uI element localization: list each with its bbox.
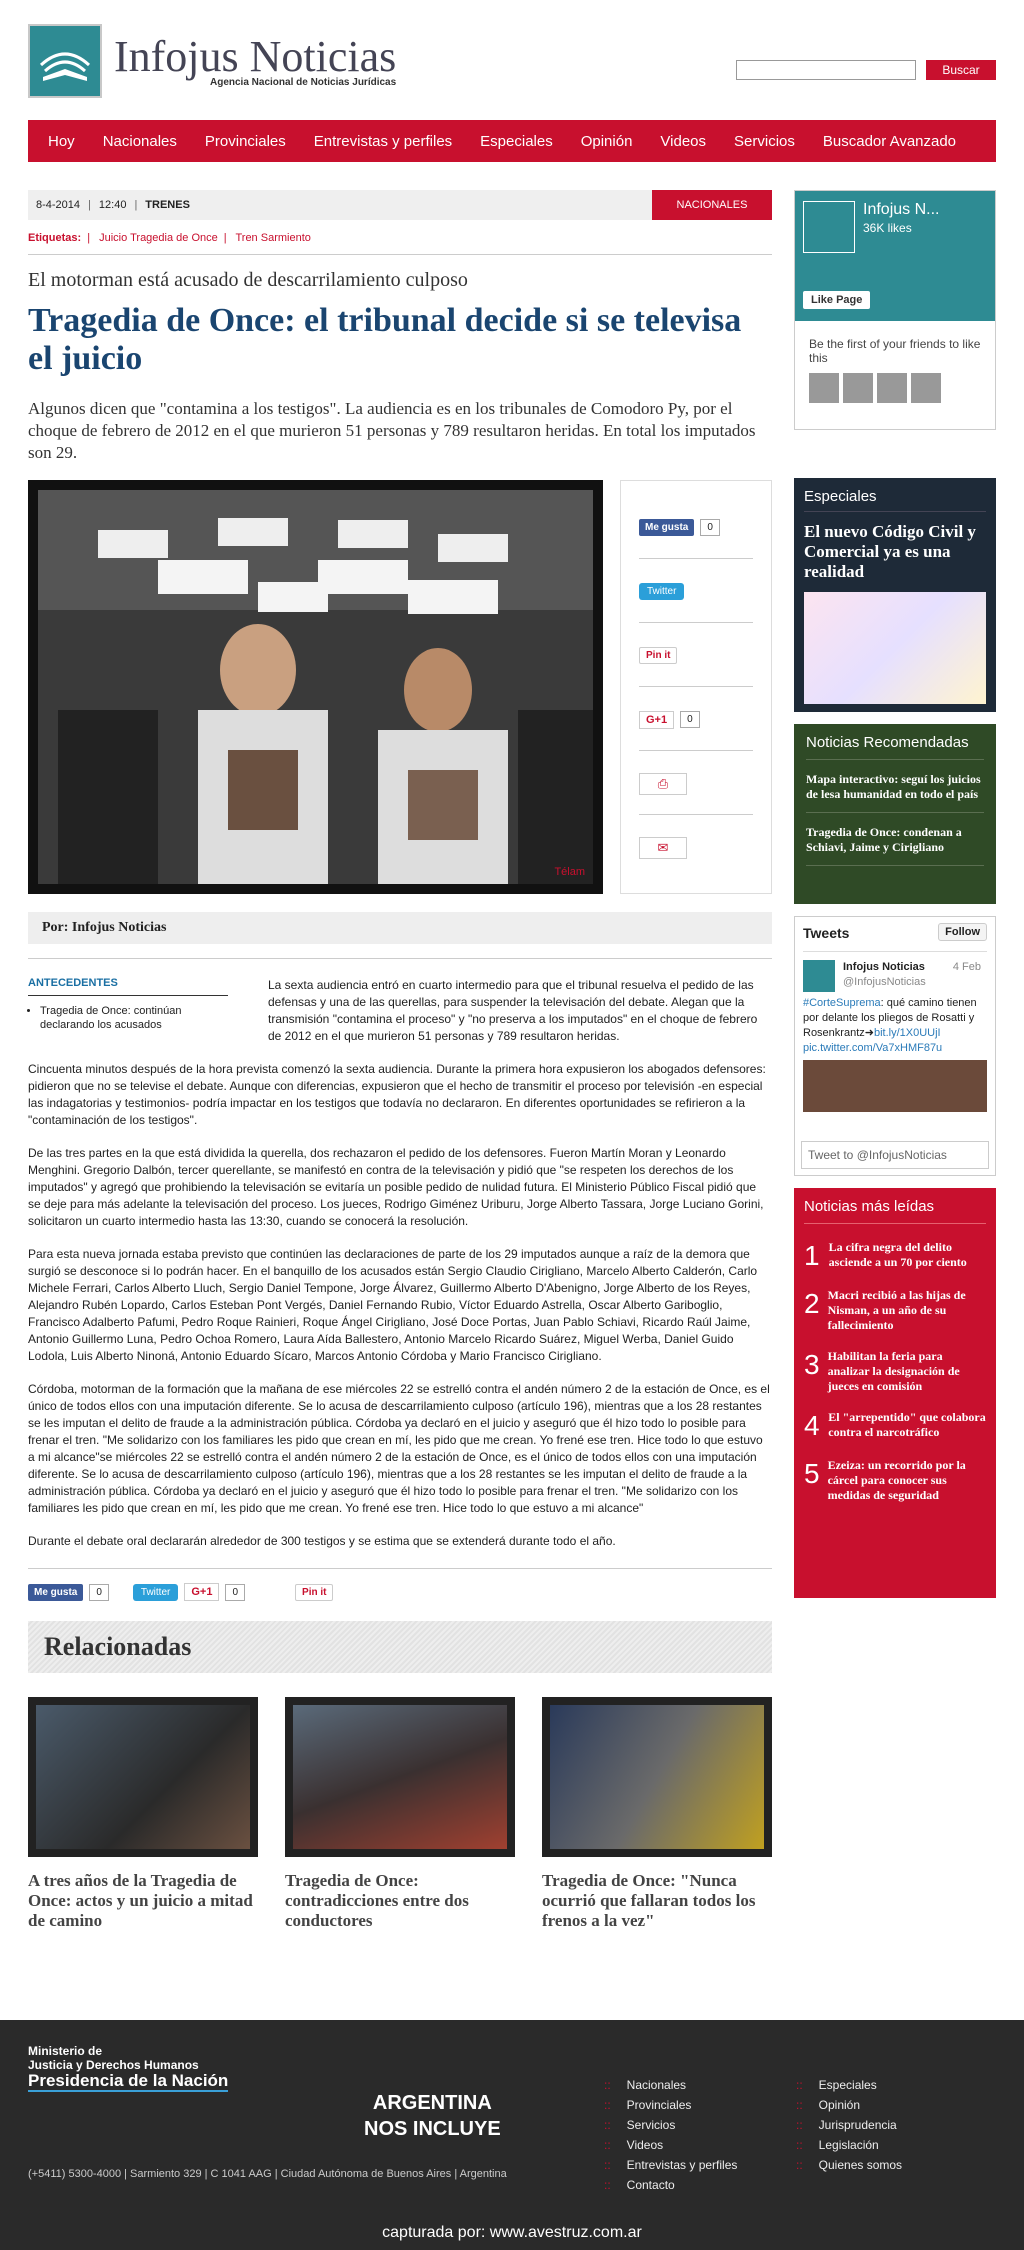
nav-opinion[interactable]: Opinión (580, 132, 633, 150)
book-logo-icon (28, 24, 102, 98)
paragraph-3: De las tres partes en la que está dividida la querella, dos rechazaron el pedido de los defensores. Fueron Martín Moran y Leonardo Menghini. Gregorio Dalbón, tercer querellante, se manifestó en contra de la televisación y pidió que "se respeten los derechos de los imputados" y agregó que prohibiendo la televisación se evitaría un posible pedido de nulidad futura. El Ministerio Público Fiscal pidió que se deje para más adelante la televisación del proceso. Los jueces, Rodrigo Giménez Uriburu, Jorge Alberto Tassara, Jorge Luciano Gorini, solicitaron un cuarto intermedio hasta las 13:30, cuando se conocerá la resolución. (28, 1146, 764, 1228)
article-body (28, 977, 772, 1550)
facebook-like-count-bottom: 0 (89, 1584, 109, 1601)
date-bar: 8-4-2014 | 12:40 | TRENES NACIONALES (28, 190, 772, 220)
especiales-title: Especiales (804, 488, 986, 512)
related-item[interactable] (285, 1697, 515, 1931)
tweet-text: : qué camino tienen por delante los pliegos de Rosatti y Rosenkrantz➜ (803, 997, 977, 1039)
nav-videos[interactable]: Videos (660, 132, 707, 150)
tweet-pic-link[interactable]: pic.twitter.com/Va7xHMF87u (803, 1042, 943, 1054)
most-read-box (794, 1188, 996, 1598)
paragraph-6: Durante el debate oral declararán alrededor de 300 testigos y se estima que se extenderá durante todo el año. (28, 1534, 616, 1548)
article-photo[interactable] (28, 480, 603, 894)
facebook-page-name[interactable]: Infojus N... (863, 201, 940, 218)
especiales-box (794, 478, 996, 712)
paragraph-5: Córdoba, motorman de la formación que la mañana de ese miércoles 22 se estrelló contra el andén número 2 de la estación de Once, es el único de todos ellos con una imputación diferente. Se lo acusa de descarrilamiento culposo (artículo 196), mientras que a los 28 restantes se les imputan el delito de fraude a la administración pública. Córdoba ya declaró en el juicio y aseguró que él hizo todo lo posible para frenar el tren. "Me solidarizo con los familiares les pido que crean en mí, les pido que me crean. Yo frené ese tren. Hice todo lo que estuvo a mi alcance"se miércoles 22 se estrelló contra el andén número 2 de la estación de Once, es el único de todos ellos con una imputación diferente. Se lo acusa de descarrilamiento culposo (artículo 196), mientras que a los 28 restantes se les imputan el delito de fraude a la administración pública. Córdoba ya declaró en el juicio y aseguró que él hizo todo lo posible para frenar el tren. "Me solidarizo con los familiares les pido que crean en mí, les pido que me crean. Yo frené ese tren. Hice todo lo que estuvo a mi alcance" (28, 1382, 770, 1515)
tweets-title: Tweets (803, 925, 850, 941)
footer-link[interactable]: Especiales (818, 2078, 877, 2092)
paragraph-4: Para esta nueva jornada estaba previsto que continúen las declaraciones de parte de los 29 imputados aunque a raíz de la demora que surgió se desconoce si lo podrán hacer. En el banquillo de los acusados están Sergio Claudio Cirigliano, Marcelo Alberto Calderón, Carlo Michele Ferrari, Carlos Alberto Lluch, Sergio Daniel Tempone, Jorge Álvarez, Guillermo Alberto D'Abenigno, Jorge Alberto de los Reyes, Alejandro Rubén Lopardo, Carlos Esteban Pont Vergés, Daniel Fernando Rubio, Víctor Eduardo Astrella, Oscar Alberto Gariboglio, Francisco Adalberto Pafumi, Pedro Roque Rainieri, Roque Ángel Cirigliano, José Doce Portas, Juan Pablo Schiavi, Ricardo Raúl Jaime, Antonio Guillermo Luna, Pedro Ochoa Romero, Laura Aída Ballestero, Antonio Marcelo Ricardo Suárez, Miguel Werba, Daniel Guido Lodola, Luis Alberto Ninoná, Antonio Eduardo Sícaro, Marcos Antonio Córdoba y Mario Francisco Cirigliano. (28, 1247, 758, 1363)
nav-provinciales[interactable]: Provinciales (204, 132, 286, 150)
share-sidebar (620, 480, 772, 894)
most-read-item[interactable]: 3 Habilitan la feria para analizar la designación de jueces en comisión (804, 1349, 960, 1393)
most-read-title: Noticias más leídas (804, 1198, 986, 1224)
search-input[interactable] (736, 60, 916, 80)
ministry-logo[interactable]: Ministerio de Justicia y Derechos Humanos Presidencia de la Nación (28, 2044, 229, 2090)
logo-word-infojus: Infojus (114, 31, 239, 81)
antecedentes-link[interactable]: • Tragedia de Once: continúan declarando los acusados (40, 1004, 228, 1032)
recommended-title: Noticias Recomendadas (806, 734, 984, 760)
twitter-widget (794, 916, 996, 1176)
related-grid (28, 1697, 772, 1931)
capture-watermark: capturada por: www.avestruz.com.ar (382, 2224, 642, 2241)
related-title[interactable]: Tragedia de Once: "Nunca ocurrió que fallaran todos los frenos a la vez" (542, 1871, 756, 1930)
protest-photo-image (38, 490, 593, 884)
nav-hoy[interactable]: Hoy (48, 132, 75, 150)
tags-row: Etiquetas: | Juicio Tragedia de Once | Tren Sarmiento (28, 232, 772, 255)
site-logo[interactable] (28, 24, 396, 98)
twitter-avatar[interactable] (803, 960, 835, 992)
footer-link[interactable]: Quienes somos (818, 2158, 903, 2172)
tweet-date[interactable]: 4 Feb (952, 961, 981, 973)
footer-links-col1: :: Nacionales :: Provinciales :: Servicios :: Videos :: Entrevistas y perfiles :: Contacto (604, 2078, 738, 2192)
twitter-share-button-bottom[interactable]: Twitter (133, 1584, 178, 1601)
related-item[interactable] (542, 1697, 772, 1931)
twitter-follow-button[interactable]: Follow (938, 923, 987, 941)
site-header (0, 0, 1024, 120)
most-read-item[interactable]: 2 Macri recibió a las hijas de Nisman, a un año de su fallecimiento (804, 1288, 966, 1332)
footer-link[interactable]: Opinión (818, 2098, 861, 2112)
google-plus-count-bottom: 0 (225, 1584, 245, 1601)
footer-link[interactable]: Videos (626, 2138, 664, 2152)
site-footer (0, 2020, 1024, 2250)
footer-links-col2: :: Especiales :: Opinión :: Jurisprudencia :: Legislación :: Quienes somos (796, 2078, 903, 2172)
article-time: 12:40 (98, 199, 127, 211)
tweet-author[interactable]: Infojus Noticias (843, 961, 925, 973)
media-block (28, 480, 772, 894)
recommended-item-1[interactable]: Mapa interactivo: seguí los juicios de lesa humanidad en todo el país (806, 772, 984, 813)
facebook-friend-avatars (795, 373, 995, 403)
footer-address: (+5411) 5300-4000 | Sarmiento 329 | C 1041 AAG | Ciudad Autónoma de Buenos Aires | Argentina (28, 2168, 507, 2180)
footer-link[interactable]: Jurisprudencia (818, 2118, 897, 2132)
related-image (293, 1705, 507, 1849)
article-date: 8-4-2014 (36, 199, 81, 211)
logo-word-noticias: Noticias (249, 31, 397, 81)
category-badge[interactable]: NACIONALES (652, 190, 772, 220)
footer-link[interactable]: Contacto (626, 2178, 675, 2192)
pinterest-button-bottom[interactable]: Pin it (295, 1584, 333, 1601)
related-title[interactable]: A tres años de la Tragedia de Once: actos y un juicio a mitad de camino (28, 1871, 253, 1930)
related-image (36, 1705, 250, 1849)
recommended-item-2[interactable]: Tragedia de Once: condenan a Schiavi, Jaime y Cirigliano (806, 825, 984, 866)
article-column (28, 190, 772, 1931)
tweet-link[interactable]: bit.ly/1X0UUjI (873, 1027, 941, 1039)
facebook-widget (794, 190, 996, 430)
most-read-item[interactable]: 4 El "arrepentido" que colabora contra el narcotráfico (804, 1410, 986, 1441)
recommended-box (794, 724, 996, 904)
footer-link[interactable]: Servicios (626, 2118, 676, 2132)
facebook-page-likes: 36K likes (863, 221, 912, 235)
argentina-nos-incluye-logo: ARGENTINA NOS INCLUYE (364, 2092, 501, 2140)
google-plus-count: 0 (680, 711, 700, 728)
related-title[interactable]: Tragedia de Once: contradicciones entre dos conductores (285, 1871, 469, 1930)
email-icon[interactable]: ✉ (639, 837, 687, 859)
related-item[interactable] (28, 1697, 258, 1931)
footer-link[interactable]: Nacionales (626, 2078, 687, 2092)
antecedentes-box (28, 977, 228, 1032)
related-image (550, 1705, 764, 1849)
logo-subtitle: Agencia Nacional de Noticias Jurídicas (210, 76, 397, 88)
article-lead: Algunos dicen que "contamina a los testigos". La audiencia es en los tribunales de Comodoro Py, por el choque de febrero de 2012 en el que murieron 51 personas y 789 resultaron heridas. En total los imputados son 29. (28, 399, 756, 462)
paragraph-2: Cincuenta minutos después de la hora prevista comenzó la sexta audiencia. Durante la primera hora expusieron los abogados defensores: pidieron que no se televise el debate. Aunque con diferencias, expusieron que el hecho de transmitir el proceso por televisión -en especial las indagatorias y testimonios- podría impactar en los testigos que todavía no declararon. En diferentes oportunidades se refirieron a la "contaminación de los testigos". (28, 1062, 766, 1127)
tweet-handle[interactable]: @InfojusNoticias (843, 976, 926, 988)
facebook-page-logo-icon (803, 201, 855, 253)
tweet-to-input[interactable]: Tweet to @InfojusNoticias (801, 1141, 989, 1169)
twitter-share-button[interactable]: Twitter (639, 583, 684, 600)
share-bottom-bar (28, 1568, 772, 1601)
search-button[interactable]: Buscar (926, 60, 996, 80)
article-title: Tragedia de Once: el tribunal decide si se televisa el juicio (28, 302, 742, 377)
most-read-item[interactable]: 5 Ezeiza: un recorrido por la cárcel para conocer sus medidas de seguridad (804, 1458, 966, 1502)
article-kicker: El motorman está acusado de descarrilamiento culposo (28, 269, 468, 291)
search-form (736, 60, 996, 80)
related-heading: Relacionadas (28, 1621, 772, 1673)
pinterest-button[interactable]: Pin it (639, 647, 677, 664)
nav-buscador[interactable]: Buscador Avanzado (822, 132, 957, 150)
print-icon[interactable]: ⎙ (639, 773, 687, 795)
nav-servicios[interactable]: Servicios (734, 132, 795, 150)
tag-link-tren[interactable]: Tren Sarmiento (235, 232, 311, 244)
facebook-like-button[interactable]: Me gusta (639, 519, 694, 536)
paragraph-1: La sexta audiencia entró en cuarto intermedio para que el tribunal resuelva el pedido de las defensas y una de las querellas, para suspender la televisación del debate. Alegan que la transmisión "contamina el proceso" y "no preserva a los imputados" en el choque de febrero de 2012 en el que murieron 51 personas y 789 resultaron heridas. (268, 978, 758, 1043)
nav-nacionales[interactable]: Nacionales (102, 132, 177, 150)
tag-link-juicio[interactable]: Juicio Tragedia de Once (99, 232, 218, 244)
nav-entrevistas[interactable]: Entrevistas y perfiles (313, 132, 453, 150)
footer-link[interactable]: Provinciales (626, 2098, 692, 2112)
facebook-friends-text: Be the first of your friends to like this (809, 337, 981, 365)
footer-link[interactable]: Legislación (818, 2138, 879, 2152)
nav-especiales[interactable]: Especiales (480, 132, 553, 150)
byline: Por: Infojus Noticias (28, 912, 772, 944)
google-plus-button[interactable]: G+1 (639, 711, 674, 729)
tweet (803, 951, 987, 1112)
main-nav (28, 120, 996, 162)
tweet-hashtag[interactable]: #CorteSuprema (803, 997, 881, 1009)
antecedentes-title: ANTECEDENTES (28, 977, 228, 996)
tags-label: Etiquetas: (28, 232, 82, 244)
especiales-image[interactable] (804, 592, 986, 704)
especiales-headline[interactable]: El nuevo Código Civil y Comercial ya es una realidad (804, 522, 976, 581)
tweet-image[interactable] (803, 1060, 987, 1112)
most-read-item[interactable]: 1 La cifra negra del delito asciende a un 70 por ciento (804, 1240, 967, 1271)
facebook-like-button-bottom[interactable]: Me gusta (28, 1584, 83, 1601)
facebook-like-page-button[interactable]: Like Page (803, 291, 870, 309)
facebook-like-count: 0 (700, 519, 720, 536)
right-sidebar (794, 190, 996, 1598)
photo-credit: Télam (554, 866, 585, 878)
google-plus-button-bottom[interactable]: G+1 (184, 1583, 219, 1601)
article-section[interactable]: TRENES (145, 199, 190, 211)
footer-link[interactable]: Entrevistas y perfiles (626, 2158, 738, 2172)
